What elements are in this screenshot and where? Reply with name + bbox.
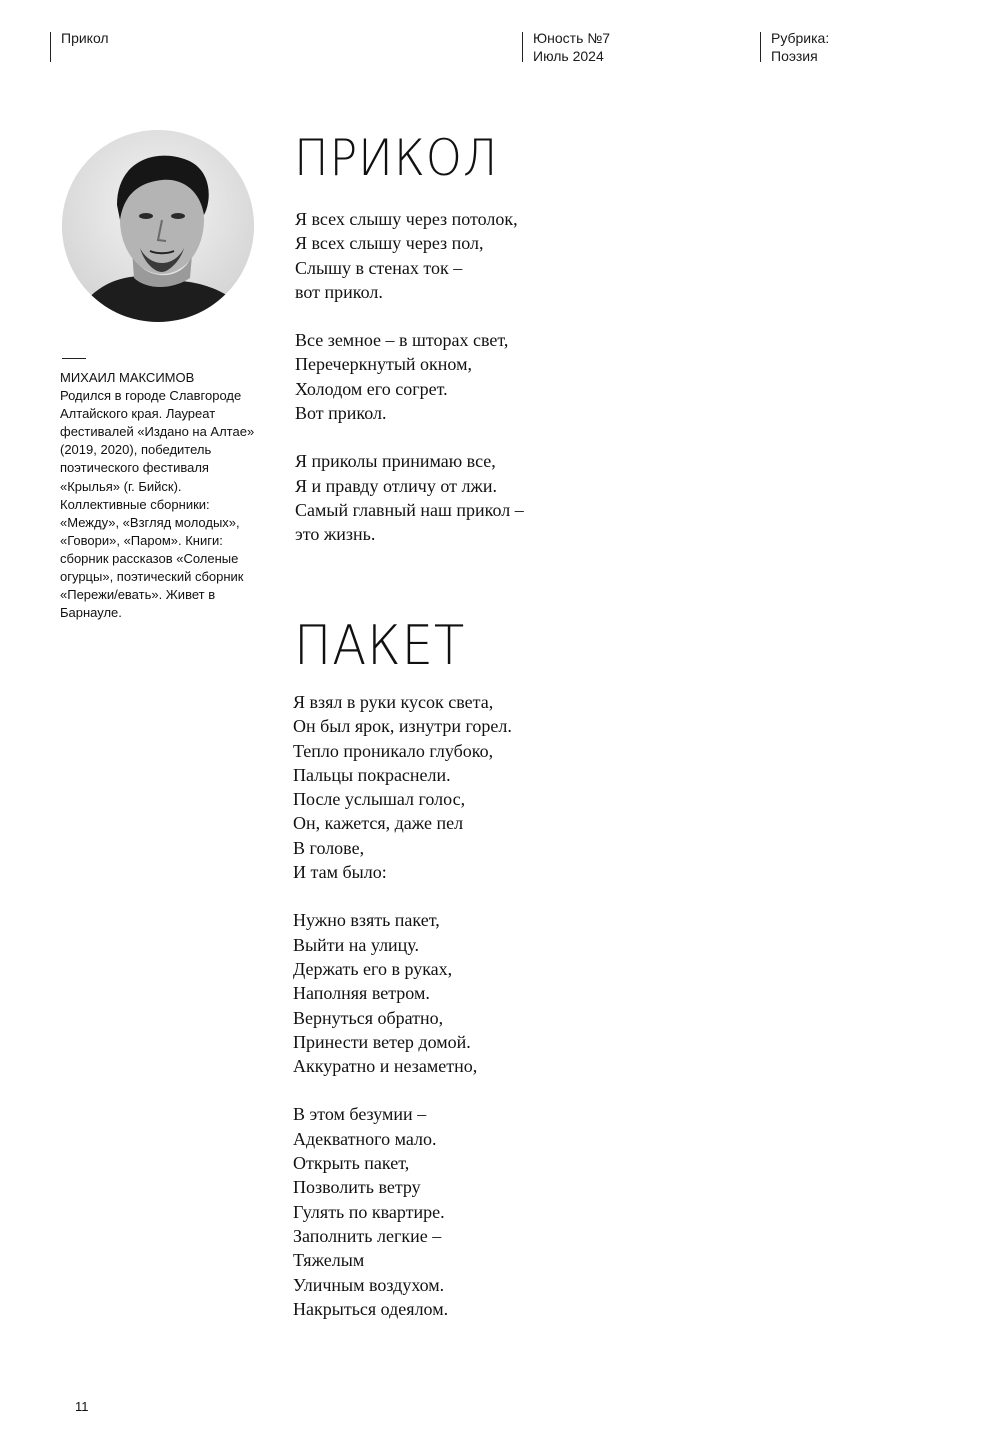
poem-line: Вернуться обратно, — [293, 1007, 444, 1028]
poem-line: Адекватного мало. — [293, 1128, 437, 1149]
header-issue-number: Юность №7 — [533, 30, 611, 46]
poem-line: Пальцы покраснели. — [293, 764, 451, 785]
header-issue-date: Июль 2024 — [533, 48, 604, 64]
poem-body — [293, 690, 512, 1345]
page-number: 11 — [75, 1399, 89, 1414]
author-bio — [60, 369, 265, 622]
header-rubric-value: Поэзия — [771, 48, 818, 64]
poem-title: ПАКЕТ — [294, 614, 466, 677]
poem-line: Уличным воздухом. — [293, 1274, 445, 1295]
poem-line: Позволить ветру — [293, 1177, 421, 1198]
header-divider — [760, 32, 761, 62]
poem-stanza — [295, 328, 524, 425]
poem-title: ПРИКОЛ — [294, 129, 499, 187]
poem-stanza — [295, 449, 524, 546]
poem-line: Я взял в руки кусок света, — [293, 692, 494, 712]
poem-stanza — [295, 207, 524, 304]
author-bio-text: Родился в городе Славгороде Алтайского края. Лауреат фестивалей «Издано на Алтае» (2019, 2020), победитель поэтического фестиваля «Крылья» (г. Бийск). Коллективные сборники: «Между», «Взгляд молодых», «Говори», «Паром». Книги: сборник рассказов «Соленые огурцы», поэтический сборник «Пережи/евать». Живет в Барнауле. — [60, 388, 255, 621]
poem-line: Он, кажется, даже пел — [293, 813, 464, 834]
poem-stanza — [293, 690, 512, 884]
poem-line: Накрыться одеялом. — [293, 1298, 449, 1319]
header-divider — [50, 32, 51, 62]
poem-line: Принести ветер домой. — [293, 1031, 471, 1052]
author-portrait-image — [62, 130, 254, 322]
poem-line: После услышал голос, — [293, 789, 466, 810]
author-name: МИХАИЛ МАКСИМОВ — [60, 370, 195, 385]
poem-line: Аккуратно и незаметно, — [293, 1056, 478, 1077]
author-photo — [62, 130, 254, 322]
poem-line: Открыть пакет, — [293, 1153, 410, 1174]
header-section-label: Прикол — [61, 30, 109, 46]
poem-line: Тепло проникало глубоко, — [293, 740, 494, 761]
poem-line: Самый главный наш прикол – — [295, 499, 524, 520]
poem-line: Гулять по квартире. — [293, 1201, 445, 1222]
poem-line: Перечеркнутый окном, — [295, 354, 472, 375]
poem-line: Заполнить легкие – — [293, 1225, 442, 1246]
bio-dash — [62, 358, 86, 359]
poem-body — [295, 207, 524, 571]
poem-stanza — [293, 1102, 512, 1321]
poem-line: Выйти на улицу. — [293, 934, 420, 955]
poem-line: Он был ярок, изнутри горел. — [293, 716, 512, 737]
poem-line: это жизнь. — [295, 524, 376, 545]
poem-line: И там было: — [293, 862, 387, 883]
poem-stanza — [293, 908, 512, 1078]
poem-line: Вот прикол. — [295, 403, 387, 424]
poem-line: вот прикол. — [295, 281, 383, 302]
poem-line: Я всех слышу через пол, — [295, 233, 484, 254]
poem-line: Холодом его согрет. — [295, 378, 448, 399]
poem-line: Все земное – в шторах свет, — [295, 330, 509, 351]
poem-line: Я приколы принимаю все, — [295, 451, 496, 472]
poem-line: Слышу в стенах ток – — [295, 257, 463, 278]
header-rubric-label: Рубрика: — [771, 30, 830, 46]
poem-line: Нужно взять пакет, — [293, 910, 440, 931]
poem-line: Держать его в руках, — [293, 958, 453, 979]
poem-line: В этом безумии – — [293, 1104, 427, 1125]
poem-line: Наполняя ветром. — [293, 983, 430, 1004]
poem-line: Я и правду отличу от лжи. — [295, 475, 497, 496]
poem-line: В голове, — [293, 837, 365, 858]
poem-line: Тяжелым — [293, 1250, 365, 1271]
poem-line: Я всех слышу через потолок, — [295, 209, 518, 229]
header-divider — [522, 32, 523, 62]
